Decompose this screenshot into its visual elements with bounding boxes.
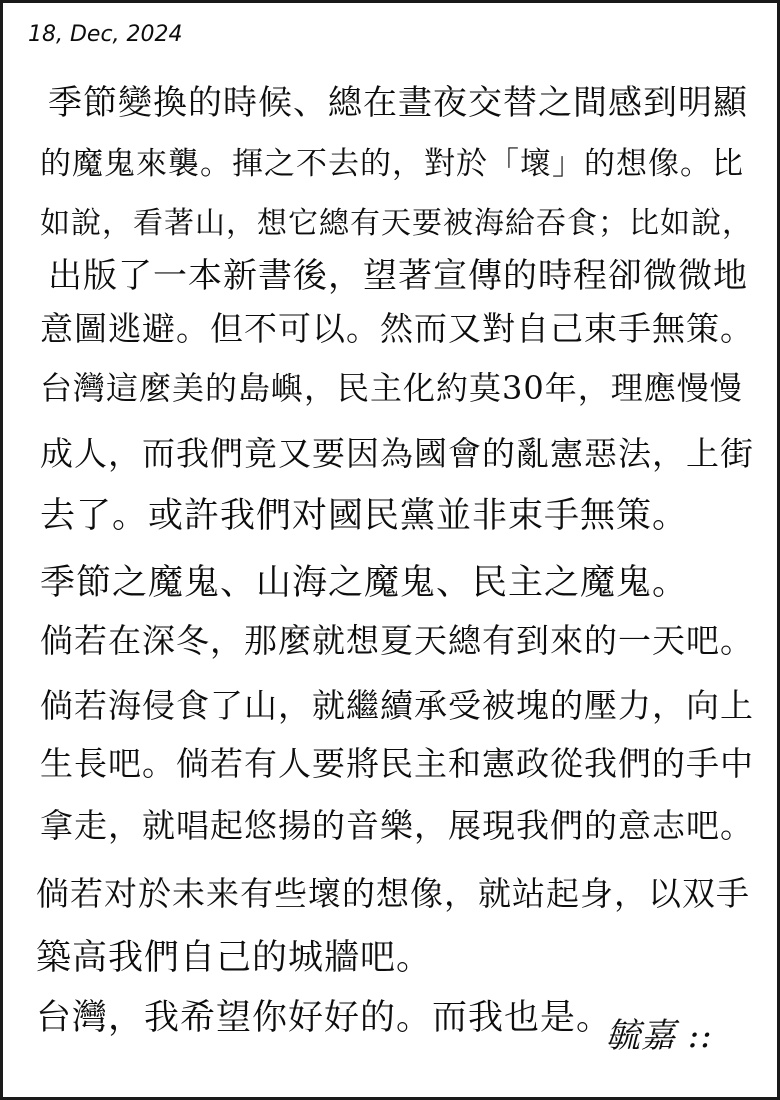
letter-line: 出版了一本新書後，望著宣傳的時程卻微微地 <box>48 256 748 296</box>
letter-line: 倘若海侵食了山，就繼續承受被塊的壓力，向上 <box>40 686 754 725</box>
letter-line: 倘若在深冬，那麼就想夏天總有到來的一天吧。 <box>40 621 754 660</box>
letter-date: 18, Dec, 2024 <box>28 22 183 47</box>
letter-line: 生長吧。倘若有人要將民主和憲政從我們的手中 <box>40 744 754 783</box>
letter-line: 成人，而我們竟又要因為國會的亂憲惡法，上街 <box>40 434 754 473</box>
letter-line: 倘若对於未来有些壞的想像，就站起身，以双手 <box>36 874 750 913</box>
page-border-top <box>0 0 780 3</box>
letter-line: 季節之魔鬼、山海之魔鬼、民主之魔鬼。 <box>40 563 689 603</box>
letter-line: 台灣這麼美的島嶼，民主化約莫30年，理應慢慢 <box>40 369 743 407</box>
letter-line: 拿走，就唱起悠揚的音樂，展現我們的意志吧。 <box>40 806 754 845</box>
letter-line: 去了。或許我們对國民黨並非束手無策。 <box>40 496 689 536</box>
letter-line: 的魔鬼來襲。揮之不去的，對於「壞」的想像。比 <box>40 146 744 182</box>
letter-line: 如說，看著山，想它總有天要被海給吞食；比如說， <box>40 206 753 241</box>
letter-line: 築高我們自己的城牆吧。 <box>36 938 433 978</box>
signature: 毓嘉 :: <box>606 1016 713 1056</box>
letter-line: 台灣，我希望你好好的。而我也是。 <box>36 998 613 1038</box>
page-border-left <box>0 0 3 1100</box>
letter-line: 意圖逃避。但不可以。然而又對自己束手無策。 <box>40 309 754 348</box>
letter-line: 季節變換的時候、總在晝夜交替之間感到明顯 <box>48 83 748 123</box>
